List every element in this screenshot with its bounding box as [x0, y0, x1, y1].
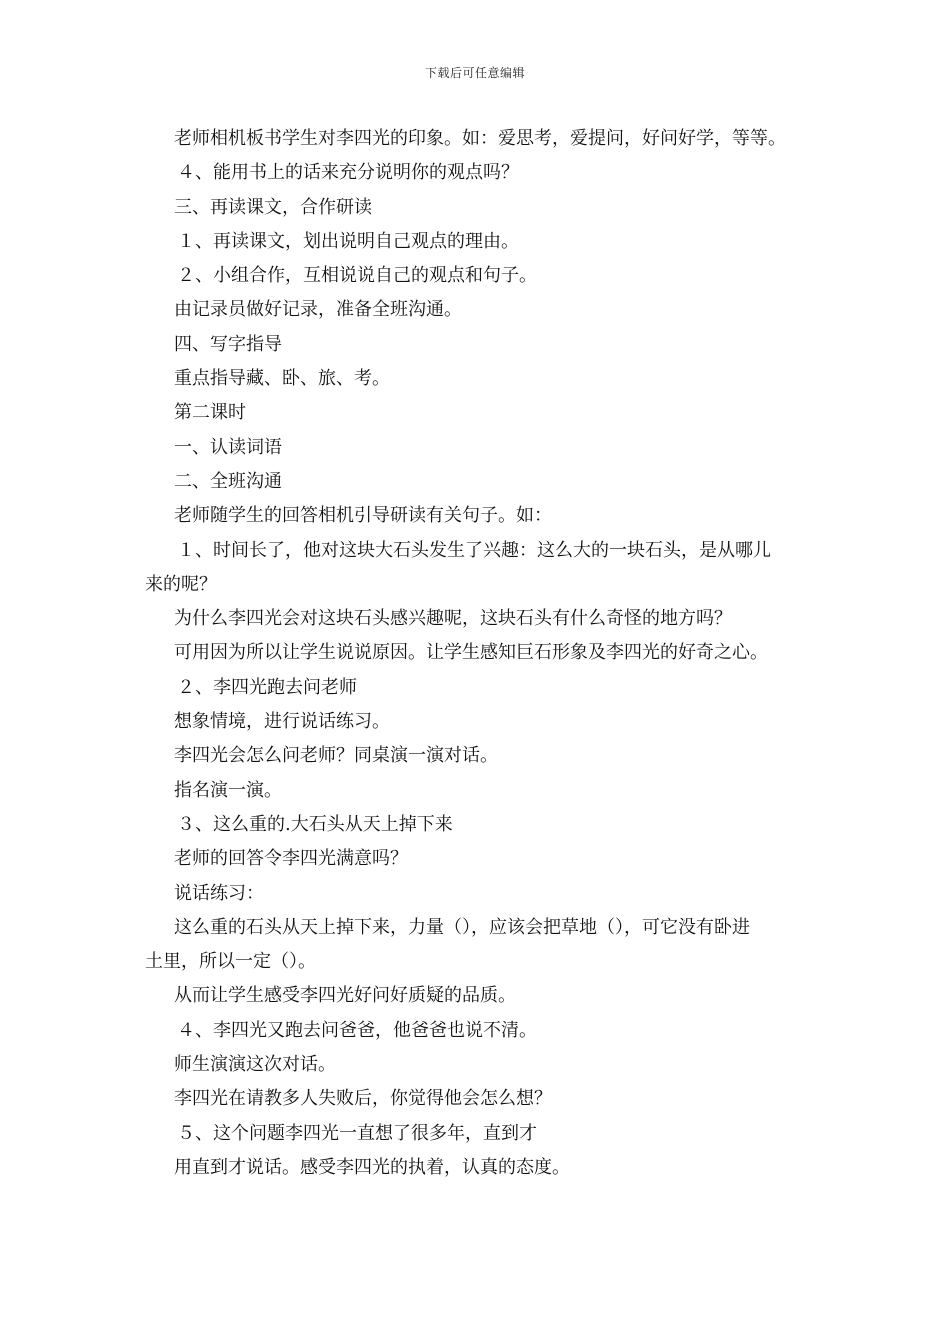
paragraph-line: 指名演一演。 [174, 779, 282, 801]
section-heading: 三、再读课文，合作研读 [174, 196, 372, 218]
paragraph-line: 老师相机板书学生对李四光的印象。如：爱思考，爱提问，好问好学，等等。 [174, 128, 786, 149]
paragraph-line: 师生演演这次对话。 [174, 1054, 336, 1076]
paragraph-line: 土里，所以一定（）。 [145, 951, 316, 973]
document-body [145, 122, 825, 1185]
paragraph-line: 这么重的石头从天上掉下来，力量（），应该会把草地（），可它没有卧进 [174, 916, 750, 938]
paragraph-line: ５、这个问题李四光一直想了很多年，直到才 [177, 1122, 537, 1144]
section-heading: 四、写字指导 [174, 333, 282, 355]
paragraph-line: 由记录员做好记录，准备全班沟通。 [174, 299, 462, 321]
paragraph-line: ３、这么重的.大石头从天上掉下来 [177, 813, 453, 835]
paragraph-line: ２、小组合作，互相说说自己的观点和句子。 [177, 265, 537, 287]
paragraph-line: ４、能用书上的话来充分说明你的观点吗？ [177, 162, 519, 184]
paragraph-line: ２、李四光跑去问老师 [177, 676, 357, 698]
paragraph-line: 从而让学生感受李四光好问好质疑的品质。 [174, 985, 516, 1007]
paragraph-line: ４、李四光又跑去问爸爸，他爸爸也说不清。 [177, 1019, 537, 1041]
paragraph-line: 可用因为所以让学生说说原因。让学生感知巨石形象及李四光的好奇之心。 [174, 642, 768, 664]
page-header: 下载后可任意编辑 [424, 66, 525, 80]
paragraph-line: １、再读课文，划出说明自己观点的理由。 [177, 230, 519, 252]
paragraph-line: 来的呢？ [145, 573, 217, 595]
paragraph-line: 用直到才说话。感受李四光的执着，认真的态度。 [174, 1156, 570, 1178]
paragraph-line: 老师的回答令李四光满意吗？ [174, 848, 408, 870]
paragraph-line: 说话练习： [174, 882, 264, 904]
paragraph-line: 为什么李四光会对这块石头感兴趣呢，这块石头有什么奇怪的地方吗？ [174, 608, 732, 630]
lesson-heading: 第二课时 [174, 402, 246, 424]
paragraph-line: 李四光在请教多人失败后，你觉得他会怎么想？ [174, 1088, 552, 1110]
paragraph-line: 想象情境，进行说话练习。 [174, 711, 390, 733]
section-heading: 二、全班沟通 [174, 470, 282, 492]
paragraph-line: 老师随学生的回答相机引导研读有关句子。如： [174, 505, 552, 527]
section-heading: 一、认读词语 [174, 436, 282, 458]
paragraph-line: １、时间长了，他对这块大石头发生了兴趣：这么大的一块石头，是从哪儿 [177, 539, 771, 561]
paragraph-line: 李四光会怎么问老师？同桌演一演对话。 [174, 745, 498, 767]
paragraph-line: 重点指导藏、卧、旅、考。 [174, 368, 390, 390]
